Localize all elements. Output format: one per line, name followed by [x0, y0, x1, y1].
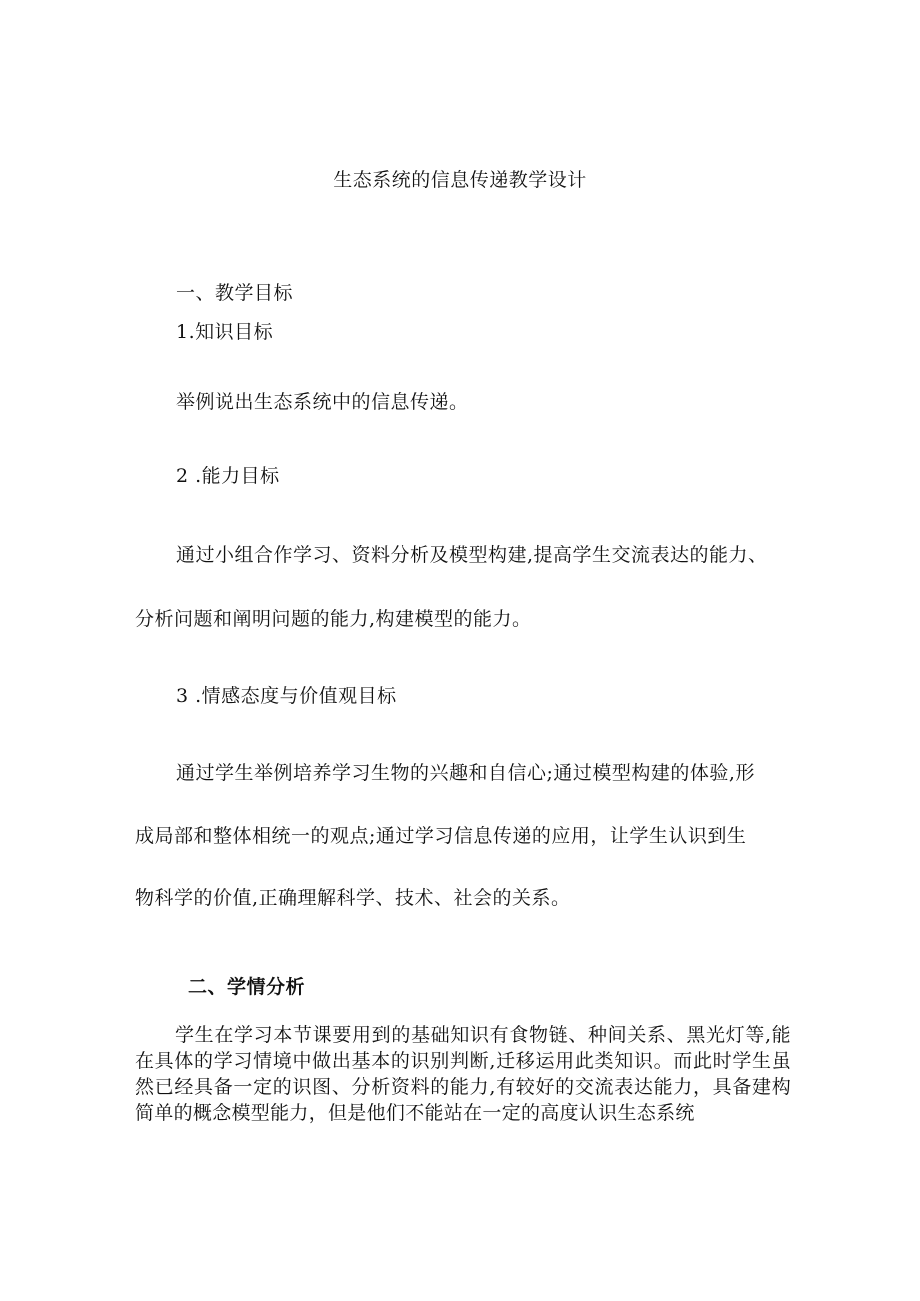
section-heading-teaching-goals: 一、教学目标: [176, 282, 294, 304]
subheading-ability-goal: 2 .能力目标: [176, 465, 280, 487]
ability-goal-line-2: 分析问题和阐明问题的能力,构建模型的能力。: [135, 608, 532, 630]
knowledge-goal-text: 举例说出生态系统中的信息传递。: [176, 391, 469, 413]
learner-analysis-paragraph: 学生在学习本节课要用到的基础知识有食物链、种间关系、黑光灯等,能在具体的学习情境中做出基本的识别判断,迁移运用此类知识。而此时学生虽然已经具备一定的识图、分析资料的能力,有较好的交流表达能力，具备建构简单的概念模型能力，但是他们不能站在一定的高度认识生态系统: [135, 1024, 791, 1124]
emotion-goal-line-1: 通过学生举例培养学习生物的兴趣和自信心;通过模型构建的体验,形: [176, 762, 755, 784]
document-title: 生态系统的信息传递教学设计: [333, 169, 587, 191]
ability-goal-line-1: 通过小组合作学习、资料分析及模型构建,提高学生交流表达的能力、: [176, 544, 768, 566]
subheading-emotion-goal: 3 .情感态度与价值观目标: [176, 685, 397, 707]
emotion-goal-line-3: 物科学的价值,正确理解科学、技术、社会的关系。: [135, 887, 571, 909]
emotion-goal-line-2: 成局部和整体相统一的观点;通过学习信息传递的应用，让学生认识到生: [135, 825, 747, 847]
subheading-knowledge-goal: 1.知识目标: [176, 321, 274, 343]
section-heading-learner-analysis: 二、学情分析: [188, 976, 306, 998]
